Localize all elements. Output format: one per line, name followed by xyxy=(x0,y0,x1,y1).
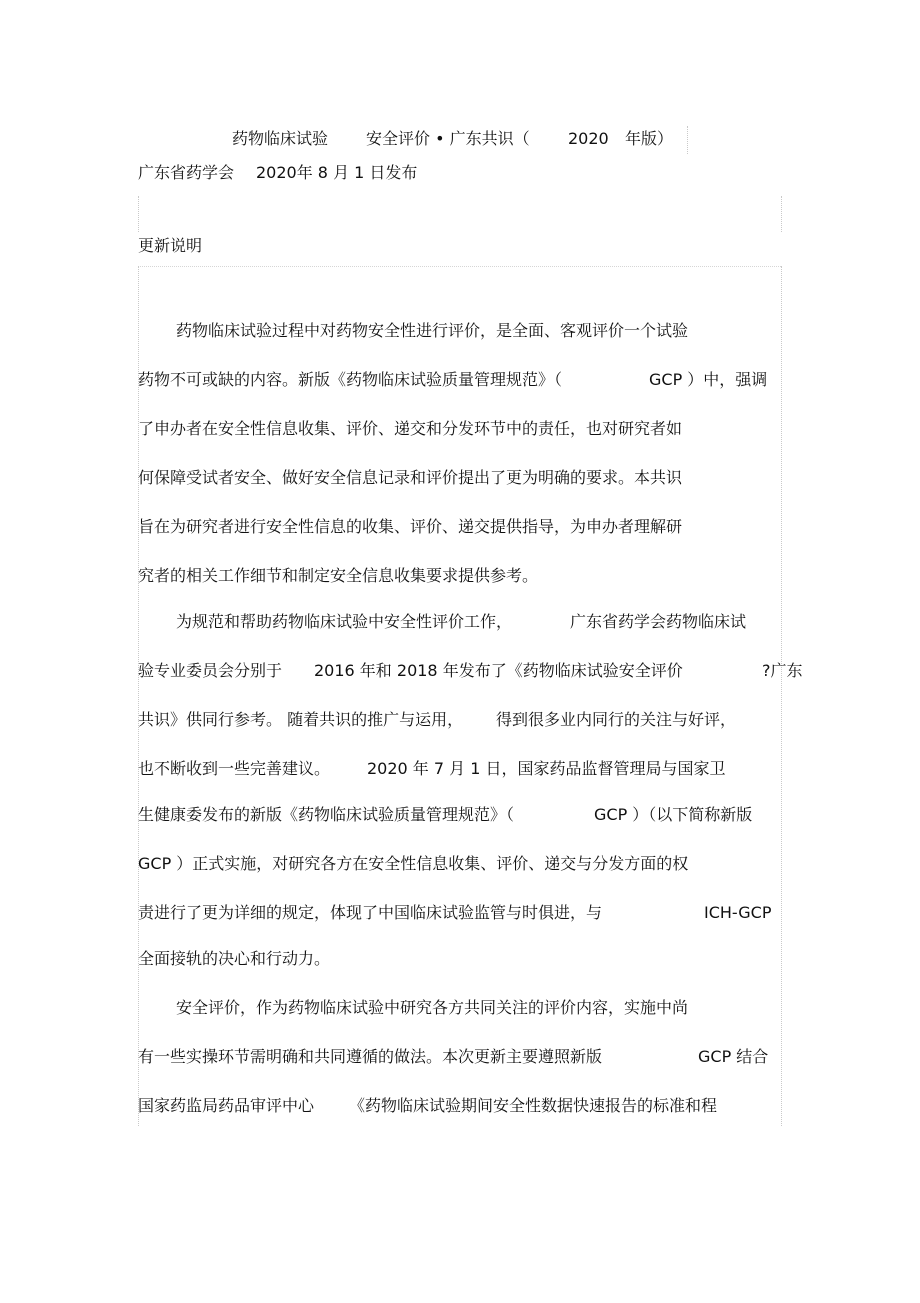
title-part-3: 年版） xyxy=(625,129,674,148)
text-segment: 旨在为研究者进行安全性信息的收集、评价、递交提供指导，为申办者理解研 xyxy=(138,517,683,536)
text-segment: 了申办者在安全性信息收集、评价、递交和分发环节中的责任，也对研究者如 xyxy=(138,419,683,438)
text-segment: 生健康委发布的新版《药物临床试验质量管理规范》（ xyxy=(138,805,515,824)
text-segment: 国家药监局药品审评中心 xyxy=(138,1096,315,1115)
text-segment: 药物临床试验过程中对药物安全性进行评价，是全面、客观评价一个试验 xyxy=(176,321,689,340)
title-part-1: 药物临床试验 xyxy=(232,129,329,148)
section-heading-text: 更新说明 xyxy=(138,236,203,255)
margin-guide-upper-right xyxy=(781,196,782,232)
text-segment: ?广东 xyxy=(762,661,803,680)
text-segment: GCP ）（以下简称新版 xyxy=(594,805,753,824)
text-segment: 验专业委员会分别于 xyxy=(138,661,283,680)
text-segment: GCP 结合 xyxy=(698,1047,769,1066)
title-part-2: 安全评价 • 广东共识（ xyxy=(366,129,530,148)
margin-guide-top xyxy=(138,266,781,267)
text-segment: 全面接轨的决心和行动力。 xyxy=(138,949,331,968)
text-segment: 广东省药学会药物临床试 xyxy=(570,612,747,631)
text-segment: 有一些实操环节需明确和共同遵循的做法。本次更新主要遵照新版 xyxy=(138,1047,603,1066)
text-segment: 安全评价，作为药物临床试验中研究各方共同关注的评价内容，实施中尚 xyxy=(176,998,689,1017)
text-segment: 为规范和帮助药物临床试验中安全性评价工作， xyxy=(176,612,513,631)
text-segment: 责进行了更为详细的规定，体现了中国临床试验监管与时俱进，与 xyxy=(138,903,603,922)
text-segment: 何保障受试者安全、做好安全信息记录和评价提出了更为明确的要求。本共识 xyxy=(138,468,683,487)
text-segment: 药物不可或缺的内容。新版《药物临床试验质量管理规范》（ xyxy=(138,370,563,389)
text-segment: 究者的相关工作细节和制定安全信息收集要求提供参考。 xyxy=(138,566,539,585)
publish-date: 2020年 8 月 1 日发布 xyxy=(256,163,418,182)
text-segment: GCP ）中，强调 xyxy=(649,370,768,389)
text-segment: ICH-GCP xyxy=(704,903,772,922)
publisher-org: 广东省药学会 xyxy=(138,163,235,182)
text-segment: 2020 年 7 月 1 日，国家药品监督管理局与国家卫 xyxy=(367,759,726,778)
text-segment: 共识》供同行参考。 随着共识的推广与运用， xyxy=(138,710,464,729)
text-segment: 也不断收到一些完善建议。 xyxy=(138,759,331,778)
text-segment: 《药物临床试验期间安全性数据快速报告的标准和程 xyxy=(349,1096,718,1115)
text-segment: 2016 年和 2018 年发布了《药物临床试验安全评价 xyxy=(314,661,683,680)
margin-guide-right xyxy=(781,266,782,1126)
margin-guide-upper-left xyxy=(138,196,139,232)
margin-guide-left xyxy=(138,266,139,1126)
text-segment: GCP ）正式实施，对研究各方在安全性信息收集、评价、递交与分发方面的权 xyxy=(138,854,689,873)
title-year: 2020 xyxy=(568,129,609,148)
margin-guide-title xyxy=(687,126,688,154)
text-segment: 得到很多业内同行的关注与好评， xyxy=(496,710,737,729)
